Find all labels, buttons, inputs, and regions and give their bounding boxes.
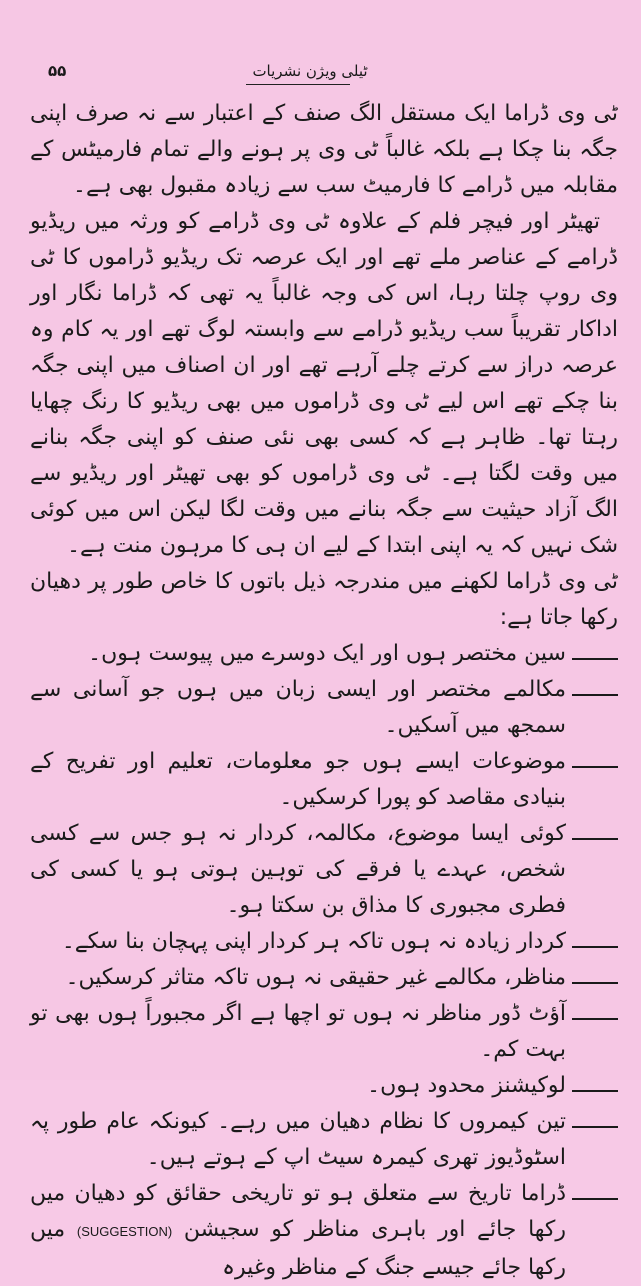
list-item-text — [30, 1176, 566, 1286]
dash-marker — [572, 658, 618, 660]
dash-marker — [572, 946, 618, 948]
page-number: ۵۵ — [48, 62, 67, 80]
list-item-text: آؤٹ ڈور مناظر نہ ہوں تو اچھا ہے اگر مجبوراً ہوں بھی تو بہت کم۔ — [30, 1001, 566, 1062]
dash-marker — [572, 1090, 618, 1092]
dash-marker — [572, 982, 618, 984]
guideline-list — [30, 636, 618, 1286]
list-item-text: کوئی ایسا موضوع، مکالمہ، کردار نہ ہو جس سے کسی شخص، عہدے یا فرقے کی توہین ہوتی ہو یا کسی کی فطری مجبوری کا مذاق بن سکتا ہو۔ — [30, 821, 566, 918]
list-item — [30, 672, 618, 744]
list-item-text: کردار زیادہ نہ ہوں تاکہ ہر کردار اپنی پہچان بنا سکے۔ — [61, 929, 566, 954]
dash-marker — [572, 838, 618, 840]
header-underline — [246, 84, 350, 85]
paragraph-radio-heritage: تھیٹر اور فیچر فلم کے علاوہ ٹی وی ڈرامے کو ورثہ میں ریڈیو ڈرامے کے عناصر ملے تھے اور ایک عرصہ تک ریڈیو ڈراموں کا ٹی وی روپ چلتا رہا، اس کی وجہ غالباً یہ تھی کہ ڈراما نگار اور اداکار تقریباً سب ریڈیو ڈرامے سے وابستہ لوگ تھے اور یہ کام وہ عرصہ دراز سے کرتے چلے آرہے تھے اور ان اصناف میں اپنی جگہ بنا چکے تھے اس لیے ٹی وی ڈراموں میں بھی ریڈیو کا رنگ چھایا رہتا تھا۔ ظاہر ہے کہ کسی بھی نئی صنف کو اپنی جگہ بنانے میں وقت لگتا ہے۔ ٹی وی ڈراموں کو بھی تھیٹر اور ریڈیو سے الگ آزاد حیثیت سے جگہ بنانے میں وقت لگا لیکن اس میں کوئی شک نہیں کہ یہ اپنی ابتدا کے لیے ان ہی کا مرہون منت ہے۔ — [30, 209, 618, 558]
dash-marker — [572, 1198, 618, 1200]
list-item — [30, 996, 618, 1068]
list-item-text: مناظر، مکالمے غیر حقیقی نہ ہوں تاکہ متاثر کرسکیں۔ — [65, 965, 566, 990]
page-body — [30, 96, 618, 1286]
list-item — [30, 816, 618, 924]
dash-marker — [572, 1126, 618, 1128]
list-item-text: لوکیشنز محدود ہوں۔ — [367, 1073, 566, 1098]
list-item-text: سین مختصر ہوں اور ایک دوسرے میں پیوست ہوں۔ — [88, 641, 566, 666]
running-title: ٹیلی ویژن نشریات — [252, 62, 368, 80]
last-item-text-end: میں رکھا جائے جیسے جنگ کے مناظر وغیرہ — [30, 1217, 566, 1280]
list-intro: ٹی وی ڈراما لکھنے میں مندرجہ ذیل باتوں کا خاص طور پر دھیان رکھا جاتا ہے: — [30, 569, 618, 630]
dash-marker — [572, 766, 618, 768]
list-item — [30, 960, 618, 996]
list-item — [30, 636, 618, 672]
dash-marker — [572, 694, 618, 696]
list-item — [30, 1068, 618, 1104]
list-item — [30, 1176, 618, 1286]
list-item-text: تین کیمروں کا نظام دھیان میں رہے۔ کیونکہ عام طور پہ اسٹوڈیوز تھری کیمرہ سیٹ اپ کے ہوتے ہیں۔ — [30, 1109, 566, 1170]
list-item-text: مکالمے مختصر اور ایسی زبان میں ہوں جو آسانی سے سمجھ میں آسکیں۔ — [30, 677, 566, 738]
list-item — [30, 744, 618, 816]
paragraph-tv-drama: ٹی وی ڈراما ایک مستقل الگ صنف کے اعتبار سے نہ صرف اپنی جگہ بنا چکا ہے بلکہ غالباً ٹی وی پر ہونے والے تمام فارمیٹس کے مقابلہ میں ڈرامے کا فارمیٹ سب سے زیادہ مقبول بھی ہے۔ — [30, 101, 618, 198]
list-item — [30, 1104, 618, 1176]
list-item — [30, 924, 618, 960]
dash-marker — [572, 1018, 618, 1020]
english-term: (SUGGESTION) — [76, 1224, 173, 1239]
last-item-text-start: ڈراما تاریخ سے متعلق ہو تو تاریخی حقائق کو دھیان میں رکھا جائے اور باہری مناظر کو سجیشن — [30, 1181, 567, 1242]
page-header — [0, 62, 641, 88]
list-item-text: موضوعات ایسے ہوں جو معلومات، تعلیم اور تفریح کے بنیادی مقاصد کو پورا کرسکیں۔ — [30, 749, 566, 810]
